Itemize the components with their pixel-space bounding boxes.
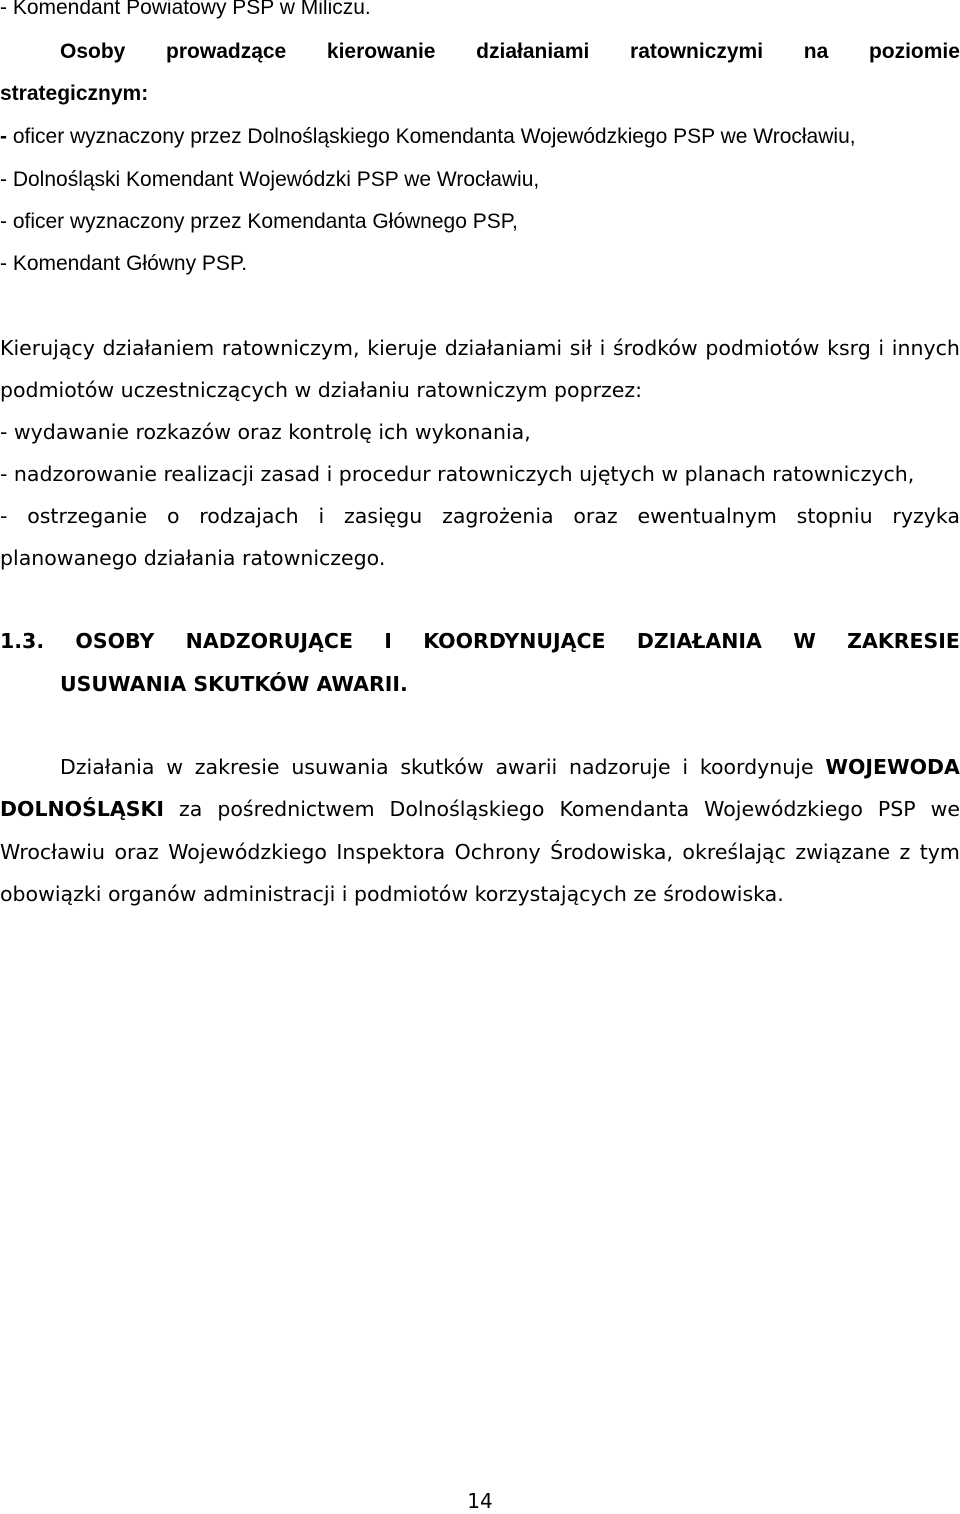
heading-word: Osoby xyxy=(60,40,126,63)
strategic-heading-cont: strategicznym: xyxy=(0,82,149,105)
voivode-bold: WOJEWODA xyxy=(825,755,960,779)
warning-word: - xyxy=(0,504,8,528)
coordination-line-3 xyxy=(0,838,960,866)
para-word: usuwania xyxy=(291,755,389,779)
para-word: Środowiska, xyxy=(550,840,673,864)
commander-intro xyxy=(0,334,960,362)
para-word: z xyxy=(899,840,911,864)
intro-word: i xyxy=(599,336,606,360)
commander-intro-cont: podmiotów uczestniczących w działaniu ratowniczym poprzez: xyxy=(0,378,643,402)
para-word: Działania xyxy=(60,755,155,779)
para-word: Komendanta xyxy=(559,797,690,821)
section-title-cont: USUWANIA SKUTKÓW AWARII. xyxy=(60,672,408,696)
list-item xyxy=(0,123,960,151)
warning-word: o xyxy=(166,504,180,528)
para-word: i xyxy=(682,755,689,779)
list-item: - Dolnośląski Komendant Wojewódzki PSP we Wrocławiu, xyxy=(0,168,540,191)
intro-word: ksrg xyxy=(827,336,871,360)
para-word: koordynuje xyxy=(699,755,814,779)
para-word: we xyxy=(930,797,960,821)
strategic-heading xyxy=(60,38,960,66)
warning-word: stopniu xyxy=(796,504,873,528)
intro-word: sił xyxy=(569,336,592,360)
intro-word: działaniami xyxy=(444,336,563,360)
heading-word: na xyxy=(803,40,829,63)
heading-word: prowadzące xyxy=(166,40,287,63)
section-title-word: ZAKRESIE xyxy=(847,629,960,653)
para-word: związane xyxy=(795,840,891,864)
section-title-word: W xyxy=(793,629,816,653)
intro-word: kieruje xyxy=(367,336,438,360)
list-item: - wydawanie rozkazów oraz kontrolę ich wykonania, xyxy=(0,420,531,444)
voivodeship-bold: DOLNOŚLĄSKI xyxy=(0,797,165,821)
list-item-milicz: - Komendant Powiatowy PSP w Miliczu. xyxy=(0,0,371,19)
warning-word: ostrzeganie xyxy=(27,504,148,528)
para-word: Dolnośląskiego xyxy=(389,797,545,821)
warning-word: ewentualnym xyxy=(637,504,777,528)
para-word: określając xyxy=(682,840,786,864)
heading-word: kierowanie xyxy=(326,40,436,63)
para-word: Ochrony xyxy=(454,840,541,864)
list-item-warning xyxy=(0,502,960,530)
section-title-word: KOORDYNUJĄCE xyxy=(423,629,606,653)
section-title-word: OSOBY xyxy=(75,629,155,653)
list-item: - Komendant Główny PSP. xyxy=(0,252,248,275)
warning-word: ryzyka xyxy=(892,504,960,528)
page-number: 14 xyxy=(467,1489,493,1513)
coordination-line-1 xyxy=(60,753,960,781)
warning-word: i xyxy=(318,504,325,528)
para-word: Wrocławiu xyxy=(0,840,105,864)
para-word: nadzoruje xyxy=(568,755,671,779)
intro-word: i xyxy=(878,336,885,360)
para-word: tym xyxy=(919,840,960,864)
section-title-word: I xyxy=(384,629,392,653)
intro-word: podmiotów xyxy=(705,336,820,360)
section-title-word: DZIAŁANIA xyxy=(636,629,762,653)
warning-word: zagrożenia xyxy=(442,504,554,528)
para-word: Wojewódzkiego xyxy=(168,840,327,864)
intro-word: działaniem xyxy=(102,336,215,360)
intro-word: ratowniczym, xyxy=(221,336,360,360)
para-word: w xyxy=(166,755,183,779)
list-item-warning-cont: planowanego działania ratowniczego. xyxy=(0,546,386,570)
heading-word: ratowniczymi xyxy=(630,40,764,63)
list-dash: - xyxy=(0,125,7,148)
para-word: Wojewódzkiego xyxy=(704,797,863,821)
para-word: PSP xyxy=(877,797,916,821)
para-word: awarii xyxy=(495,755,558,779)
intro-word: środków xyxy=(613,336,698,360)
coordination-line-2 xyxy=(0,795,960,823)
warning-word: rodzajach xyxy=(199,504,299,528)
para-word: pośrednictwem xyxy=(217,797,375,821)
section-number: 1.3. xyxy=(0,629,45,653)
heading-word: poziomie xyxy=(868,40,960,63)
heading-word: działaniami xyxy=(476,40,590,63)
intro-word: innych xyxy=(891,336,960,360)
intro-word: Kierujący xyxy=(0,336,95,360)
list-item: - oficer wyznaczony przez Komendanta Głównego PSP, xyxy=(0,210,518,233)
para-word: skutków xyxy=(400,755,484,779)
list-item: - nadzorowanie realizacji zasad i procedur ratowniczych ujętych w planach ratowniczych, xyxy=(0,462,915,486)
para-word: zakresie xyxy=(194,755,280,779)
warning-word: zasięgu xyxy=(343,504,423,528)
section-heading xyxy=(0,627,960,655)
coordination-line-4: obowiązki organów administracji i podmiotów korzystających ze środowiska. xyxy=(0,882,784,906)
para-word: oraz xyxy=(114,840,159,864)
para-word: Inspektora xyxy=(336,840,446,864)
warning-word: oraz xyxy=(573,504,618,528)
list-item-text: oficer wyznaczony przez Dolnośląskiego Komendanta Wojewódzkiego PSP we Wrocławiu, xyxy=(7,125,856,148)
para-word: za xyxy=(179,797,203,821)
section-title-word: NADZORUJĄCE xyxy=(185,629,353,653)
